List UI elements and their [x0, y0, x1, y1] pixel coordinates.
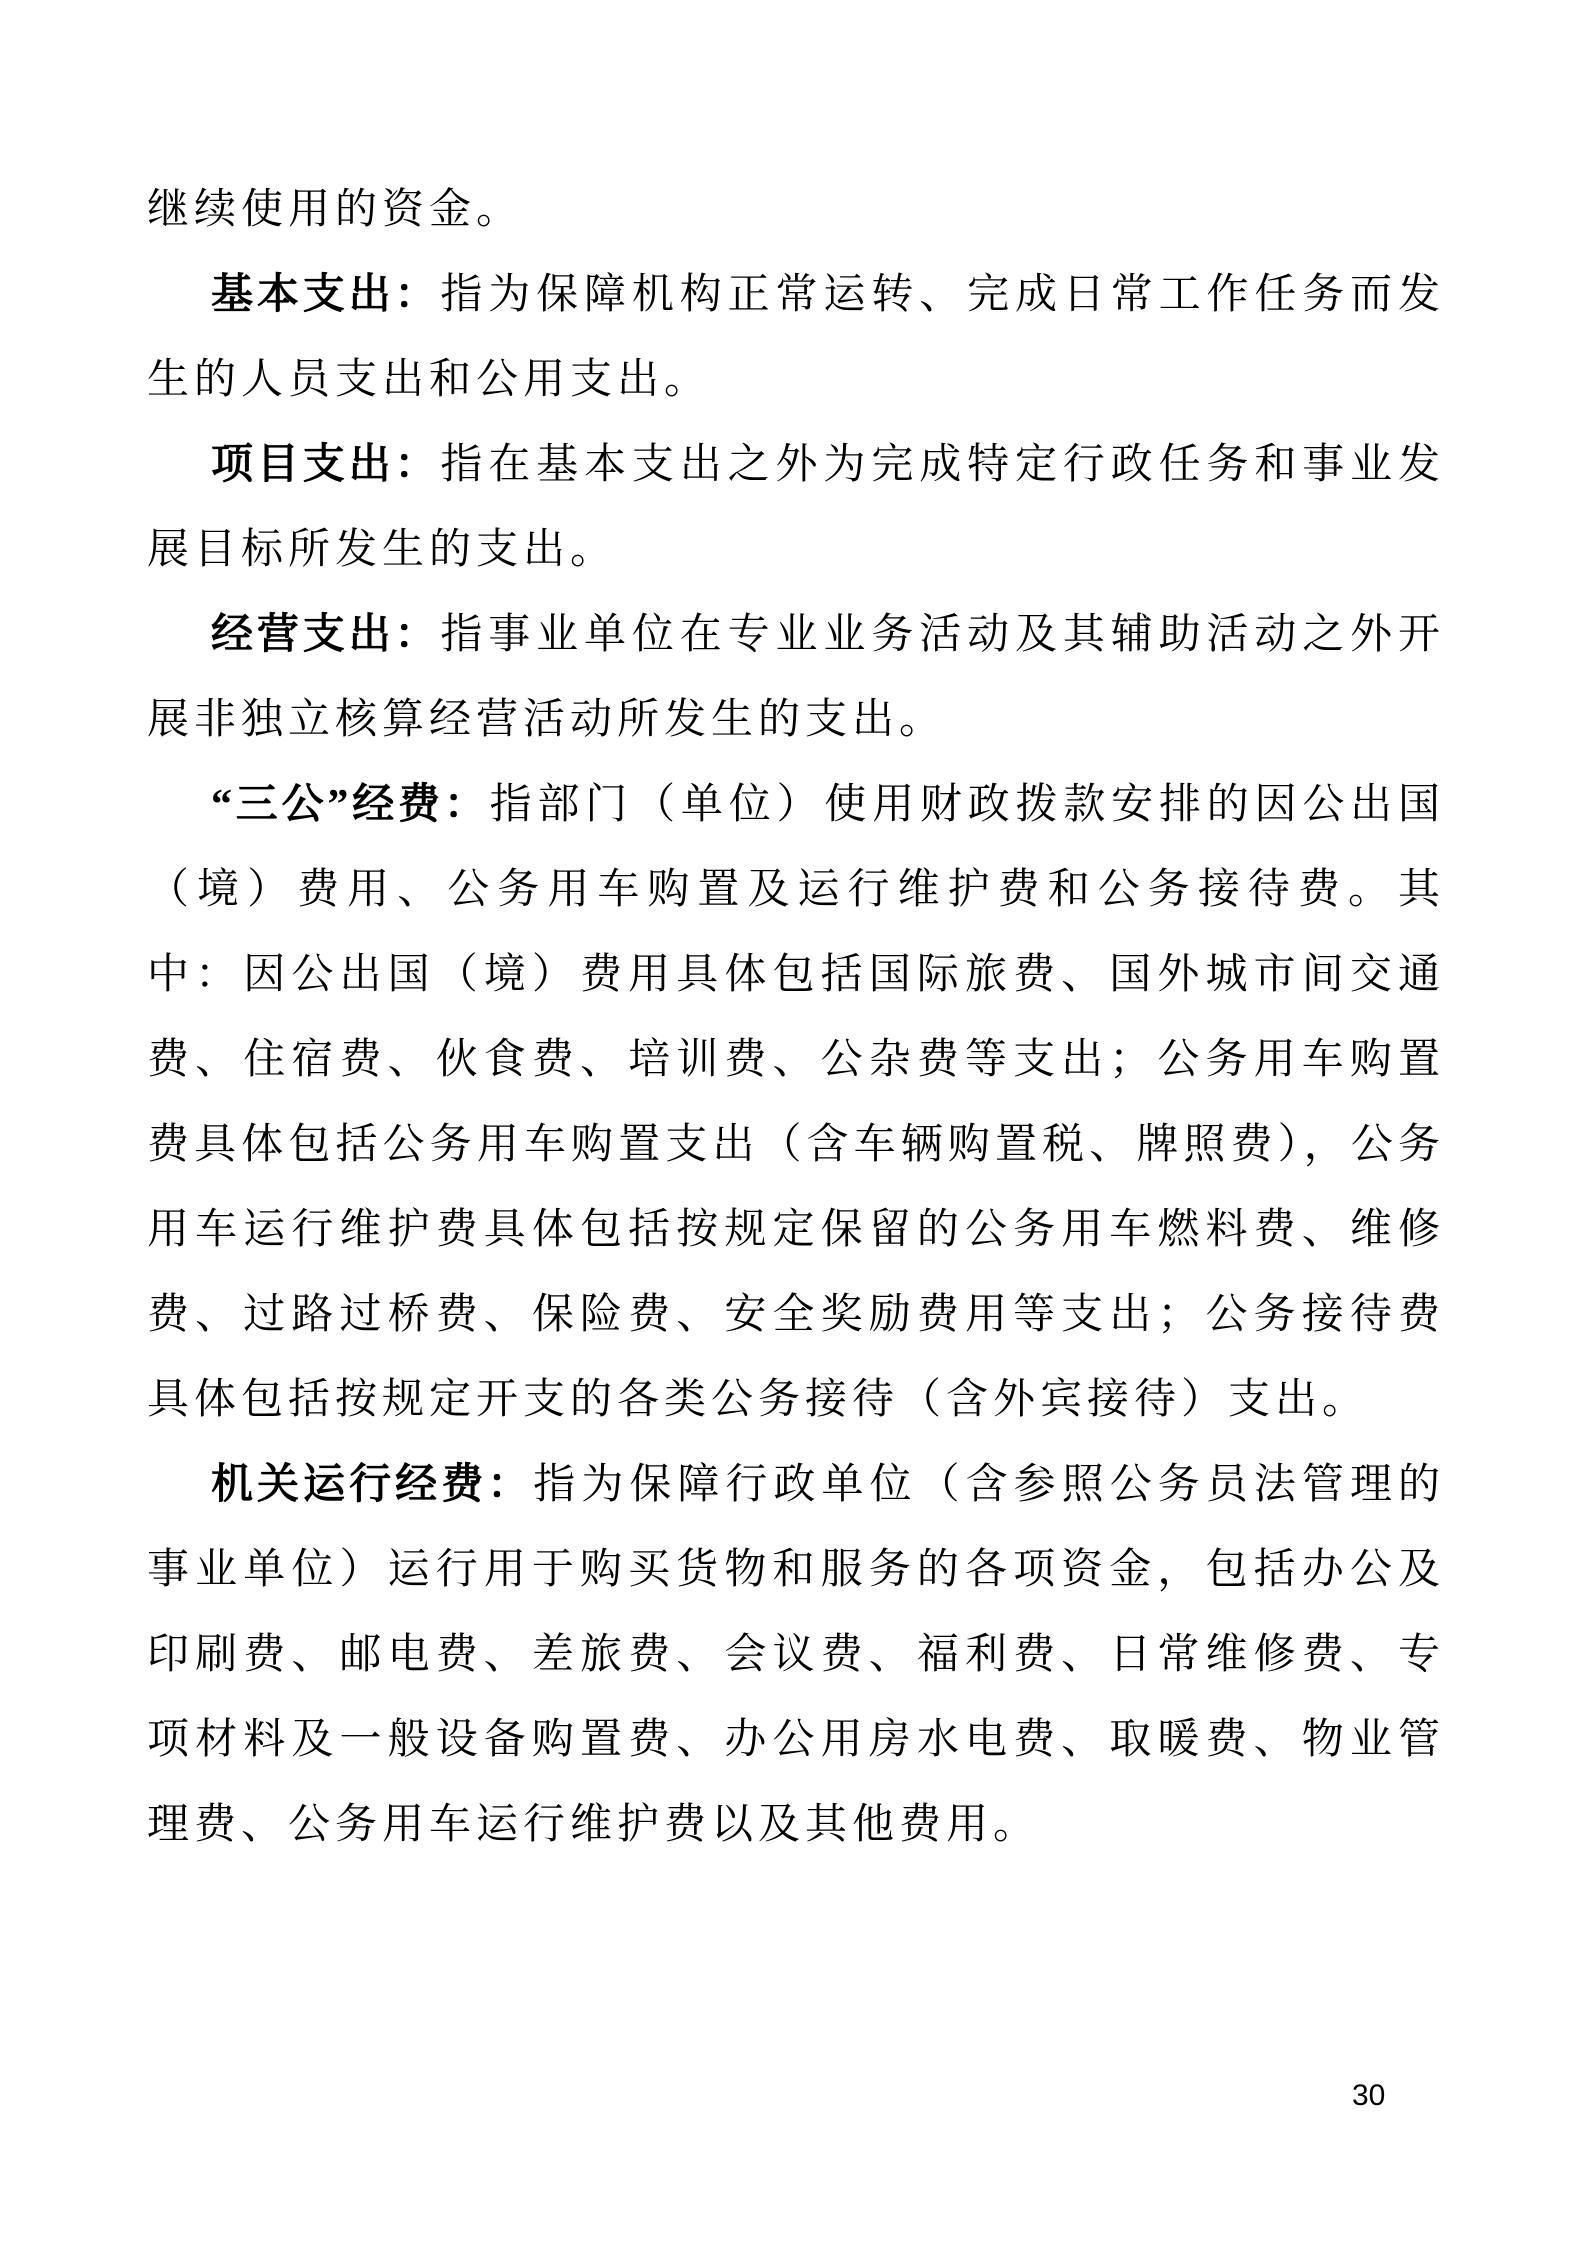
paragraph-agency-operating-funds — [147, 1443, 1445, 1868]
paragraph-text: 指为保障行政单位（含参照公务员法管理的事业单位）运行用于购买货物和服务的各项资金，包括办公及印刷费、邮电费、差旅费、会议费、福利费、日常维修费、专项材料及一般设备购置费、办公用房水电费、取暖费、物业管理费、公务用车运行维护费以及其他费用。 — [147, 1462, 1445, 1848]
paragraph-basic-expenditure — [147, 253, 1445, 423]
paragraph-text: 指在基本支出之外为完成特定行政任务和事业发展目标所发生的支出。 — [147, 442, 1445, 573]
paragraph-lead: 基本支出： — [211, 272, 441, 318]
paragraph-lead: 项目支出： — [211, 442, 441, 488]
paragraph-text: 指为保障机构正常运转、完成日常工作任务而发生的人员支出和公用支出。 — [147, 272, 1445, 403]
paragraph-lead: 机关运行经费： — [211, 1462, 534, 1508]
paragraph-text: 指事业单位在专业业务活动及其辅助活动之外开展非独立核算经营活动所发生的支出。 — [147, 612, 1445, 743]
paragraph-continuation — [147, 168, 1445, 253]
paragraph-lead: “三公”经费： — [211, 782, 490, 828]
paragraph-text: 指部门（单位）使用财政拨款安排的因公出国（境）费用、公务用车购置及运行维护费和公务接待费。其中：因公出国（境）费用具体包括国际旅费、国外城市间交通费、住宿费、伙食费、培训费、公杂费等支出；公务用车购置费具体包括公务用车购置支出（含车辆购置税、牌照费），公务用车运行维护费具体包括按规定保留的公务用车燃料费、维修费、过路过桥费、保险费、安全奖励费用等支出；公务接待费具体包括按规定开支的各类公务接待（含外宾接待）支出。 — [147, 782, 1445, 1423]
paragraph-lead: 经营支出： — [211, 612, 441, 658]
paragraph-project-expenditure — [147, 423, 1445, 593]
paragraph-text: 继续使用的资金。 — [147, 187, 524, 233]
page-number: 30 — [1352, 2079, 1386, 2112]
paragraph-three-public-funds — [147, 763, 1445, 1443]
paragraph-operating-expenditure — [147, 593, 1445, 763]
page-content — [147, 168, 1445, 1868]
